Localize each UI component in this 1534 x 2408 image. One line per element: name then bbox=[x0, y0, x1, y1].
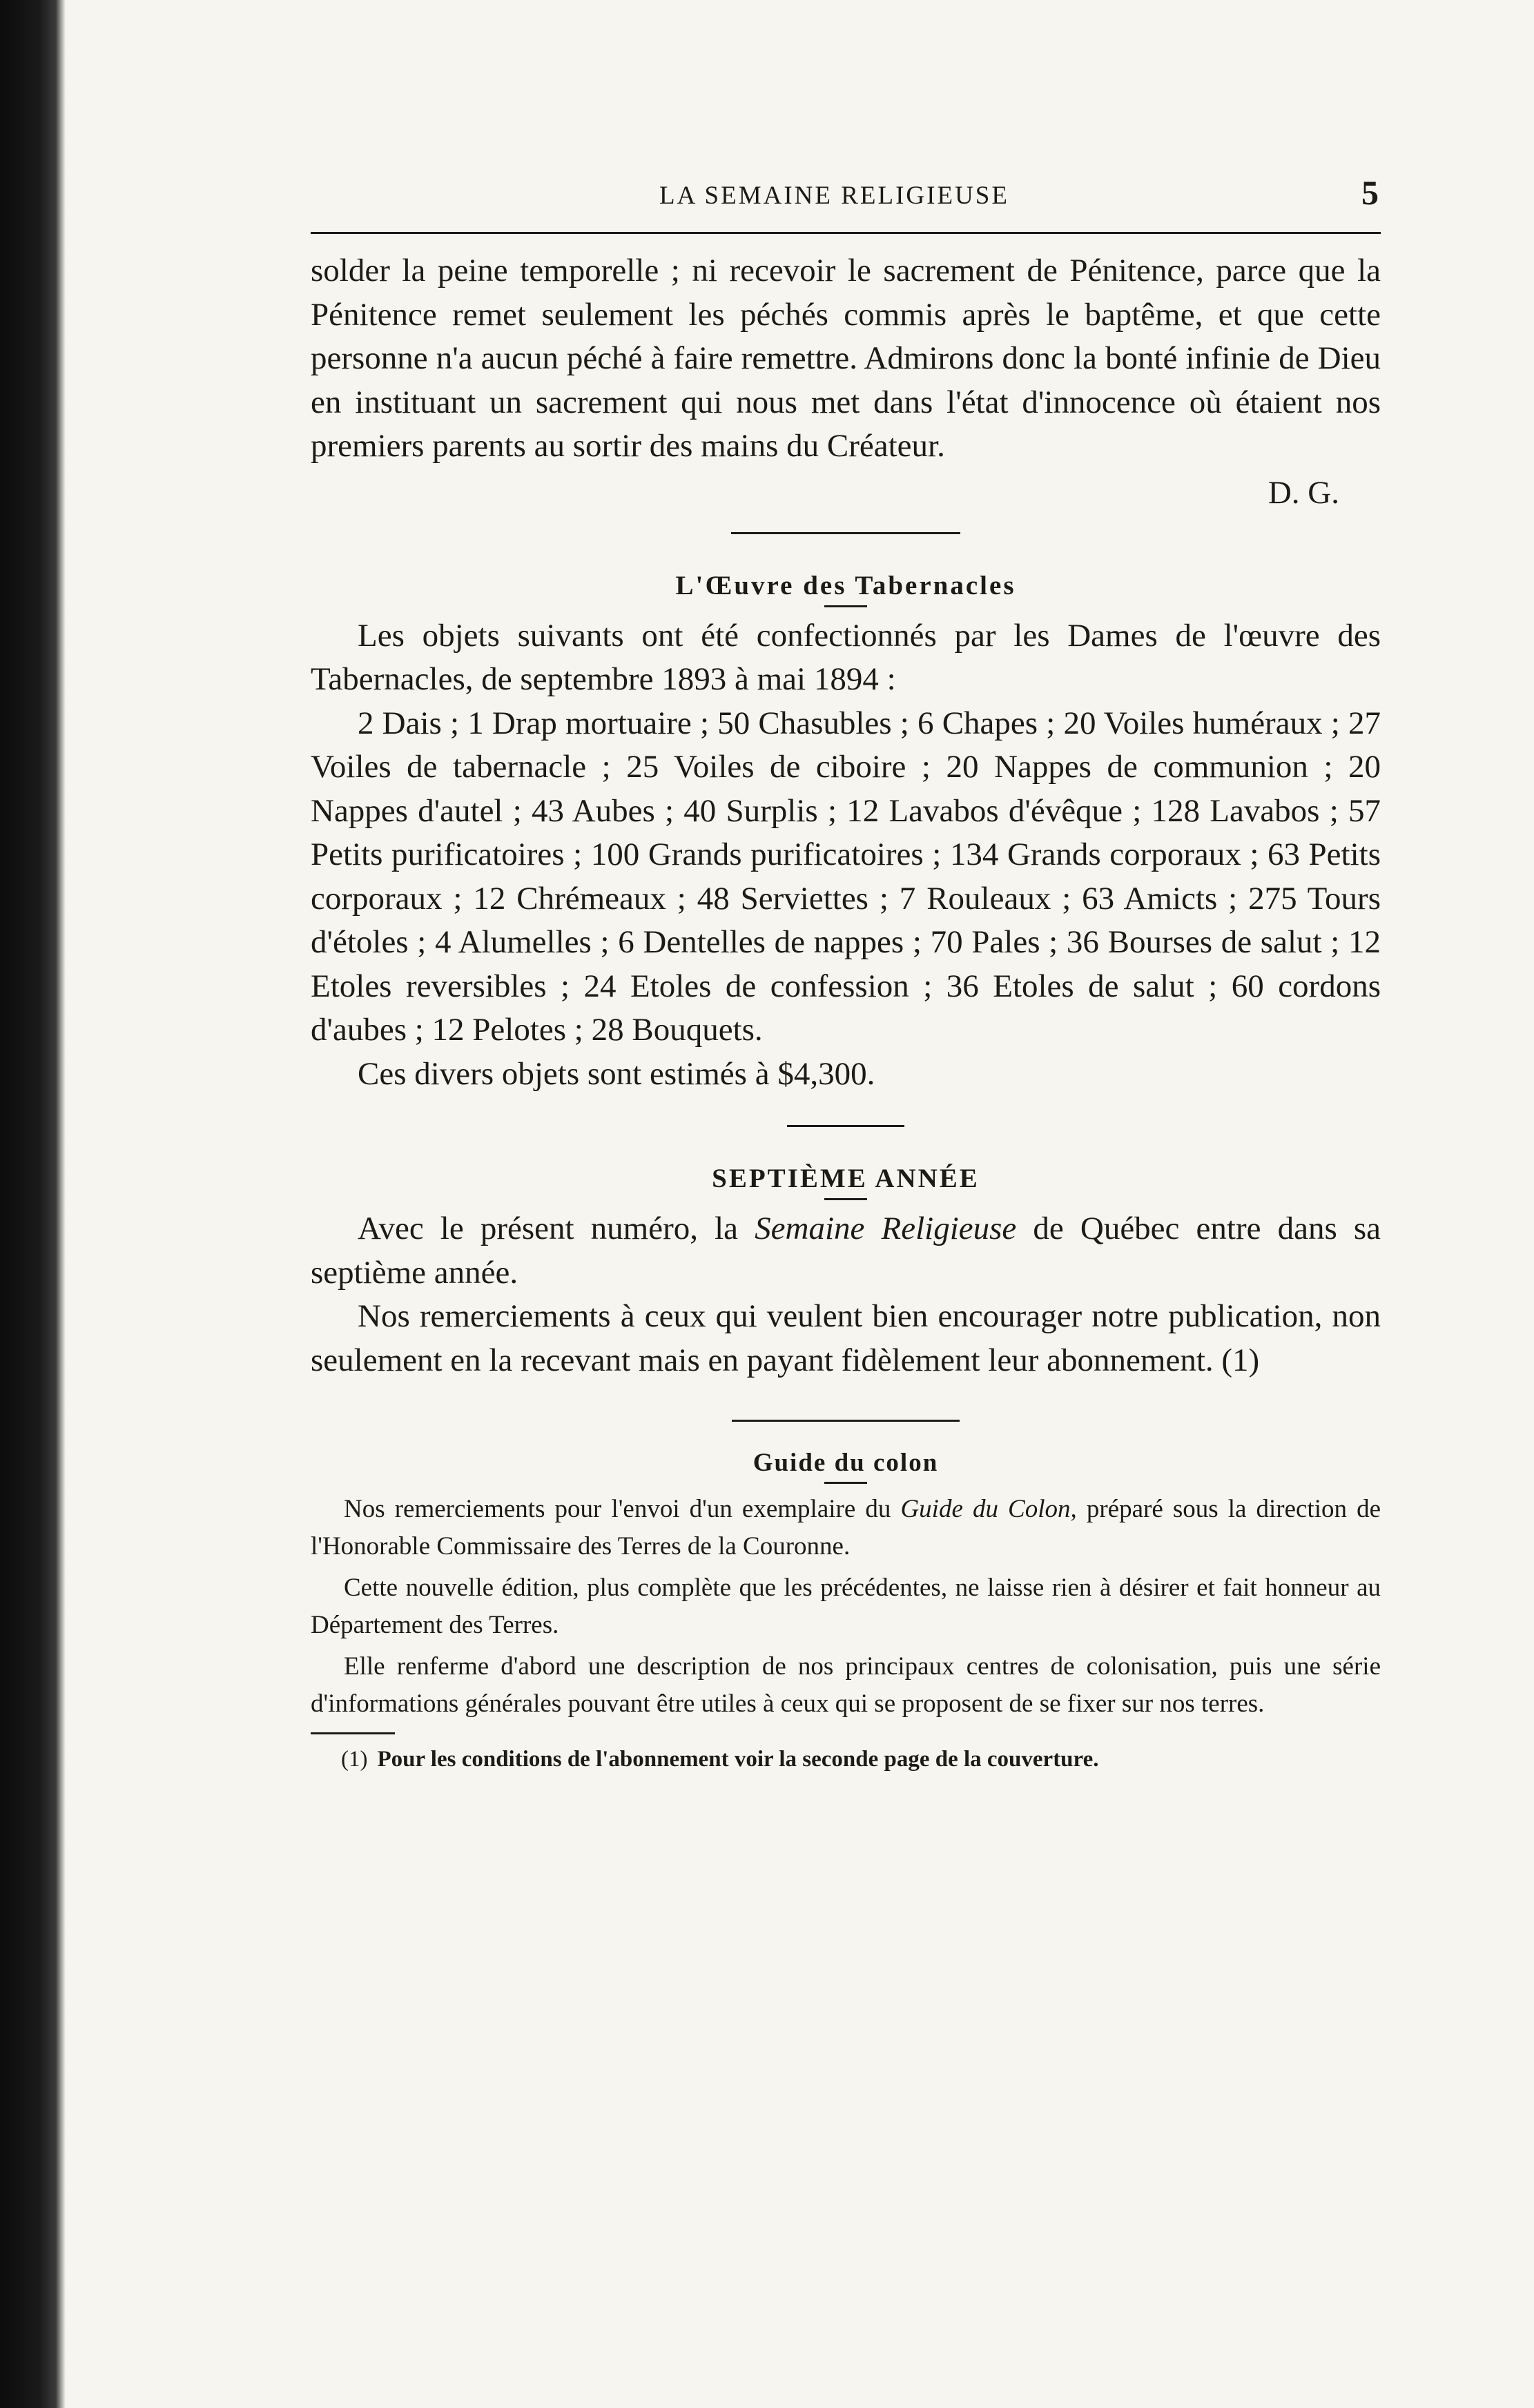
annee-p1-start: Avec le présent numéro, la bbox=[358, 1211, 755, 1246]
title-dash bbox=[824, 605, 867, 607]
guide-p1-start: Nos remerciements pour l'envoi d'un exemplaire du bbox=[344, 1495, 901, 1523]
annee-p1-end: de Québec entre dans sa septième année. bbox=[311, 1211, 1381, 1291]
intro-section bbox=[311, 249, 1381, 517]
footnote-text: Pour les conditions de l'abonnement voir la seconde page de la couverture. bbox=[377, 1747, 1099, 1772]
guide-p1-end: préparé sous la direction de l'Honorable Commissaire des Terres de la Couronne. bbox=[311, 1495, 1381, 1560]
section-title-guide-du-colon: Guide du colon bbox=[753, 1449, 939, 1477]
section-divider bbox=[787, 1125, 904, 1127]
running-title: LA SEMAINE RELIGIEUSE bbox=[659, 182, 1009, 210]
guide-du-colon-section bbox=[311, 1420, 1381, 1776]
tabernacles-paragraph-1: Les objets suivants ont été confectionnés par les Dames de l'œuvre des Tabernacles, de septembre 1893 à mai 1894 : bbox=[311, 617, 1381, 697]
annee-paragraph-2: Nos remerciements à ceux qui veulent bien encourager notre publication, non seulement en la recevant mais en payant fidèlement leur abonnement. (1) bbox=[311, 1298, 1381, 1378]
guide-title-italic: Guide du Colon, bbox=[900, 1495, 1077, 1523]
footnote-rule bbox=[311, 1732, 395, 1734]
septieme-annee-section bbox=[311, 1125, 1381, 1382]
section-divider bbox=[732, 1420, 960, 1422]
footnote bbox=[311, 1743, 1381, 1776]
publication-name: Semaine Religieuse bbox=[755, 1211, 1017, 1246]
page-content bbox=[311, 173, 1381, 1776]
annee-paragraph-1 bbox=[311, 1207, 1381, 1295]
page-number: 5 bbox=[1361, 173, 1381, 212]
guide-paragraph-3: Elle renferme d'abord une description de nos principaux centres de colonisation, puis une série d'informations générales pouvant être utiles à ceux qui se proposent de se fixer sur nos terres. bbox=[311, 1652, 1381, 1718]
tabernacles-paragraph-3: Ces divers objets sont estimés à $4,300. bbox=[358, 1055, 875, 1092]
tabernacles-paragraph-2: 2 Dais ; 1 Drap mortuaire ; 50 Chasubles ; 6 Chapes ; 20 Voiles huméraux ; 27 Voiles de tabernacle ; 25 Voiles de ciboire ; 20 Nappes de communion ; 20 Nappes d'autel ; 43 Aubes ; 40 Surplis ; 12 Lavabos d'évêque ; 128 Lavabos ; 57 Petits purificatoires ; 100 Grands purificatoires ; 134 Grands corporaux ; 63 Petits corporaux ; 12 Chrémeaux ; 48 Serviettes ; 7 Rouleaux ; 63 Amicts ; 275 Tours d'étoles ; 4 Alumelles ; 6 Dentelles de nappes ; 70 Pales ; 36 Bourses de salut ; 12 Etoles reversibles ; 24 Etoles de confession ; 36 Etoles de salut ; 60 cordons d'aubes ; 12 Pelotes ; 28 Bouquets. bbox=[311, 705, 1381, 1048]
footnote-mark: (1) bbox=[341, 1747, 368, 1772]
section-title-septieme-annee: SEPTIÈME ANNÉE bbox=[712, 1164, 980, 1193]
section-title-tabernacles: L'Œuvre des Tabernacles bbox=[675, 570, 1016, 600]
intro-paragraph: solder la peine temporelle ; ni recevoir le sacrement de Pénitence, parce que la Pénitence remet seulement les péchés commis après le baptême, et que cette personne n'a aucun péché à faire remettre. Admirons donc la bonté infinie de Dieu en instituant un sacrement qui nous met dans l'état d'innocence où étaient nos premiers parents au sortir des mains du Créateur. bbox=[311, 253, 1381, 464]
signature: D. G. bbox=[1268, 474, 1339, 511]
book-spine-shadow bbox=[0, 0, 66, 2408]
guide-paragraph-1 bbox=[311, 1491, 1381, 1565]
guide-paragraph-2: Cette nouvelle édition, plus complète que les précédentes, ne laisse rien à désirer et fait honneur au Département des Terres. bbox=[311, 1574, 1381, 1639]
title-dash bbox=[824, 1482, 867, 1484]
tabernacles-section bbox=[311, 570, 1381, 1097]
header-rule bbox=[311, 232, 1381, 234]
running-header bbox=[311, 173, 1381, 214]
title-dash bbox=[824, 1198, 867, 1200]
section-divider bbox=[731, 532, 960, 534]
